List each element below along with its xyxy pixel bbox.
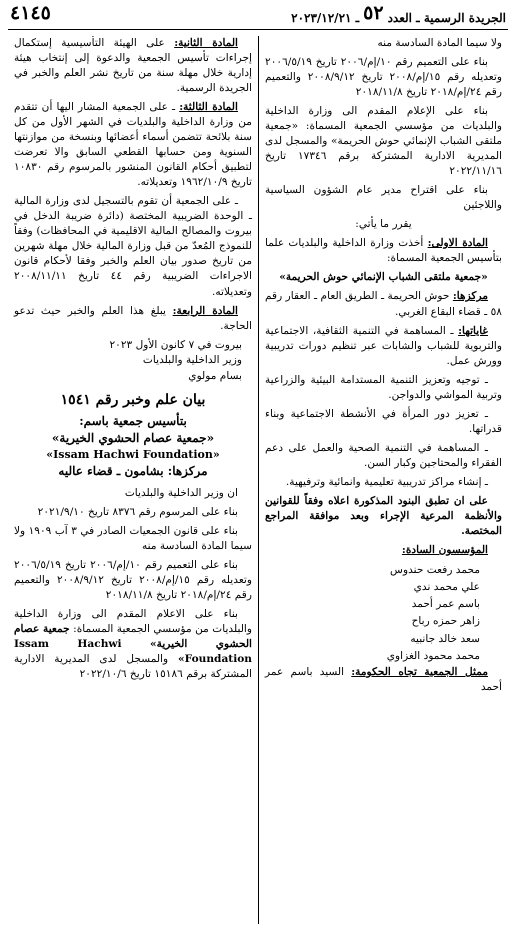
goal-text: ـ المساهمة في التنمية الثقافية، الاجتماعية والتربوية للشباب والشابات عبر تنظيم دورات تدريبية وورش عمل. [265, 324, 502, 367]
issue-number: ٥٢ [363, 2, 384, 25]
columns [8, 36, 508, 924]
issue-date: ـ ٢٠٢٣/١٢/٢١ [291, 10, 360, 25]
paragraph-text: بناء على الاعلام المقدم الى وزارة الداخلية والبلديات من مؤسسي الجمعية المسماة: [14, 608, 252, 636]
notice-subtitle: بتأسيس جمعية باسم: [79, 414, 187, 429]
article-label: المادة الرابعة: [172, 304, 238, 317]
paragraph: ان وزير الداخلية والبلديات [124, 486, 238, 499]
left-column [8, 36, 258, 924]
page-header [8, 2, 508, 30]
article-text: يبلغ هذا العلم والخبر حيث تدعو الحاجة. [14, 304, 252, 332]
goal-line: ـ توجيه وتعزيز التنمية المستدامة البيئية والزراعية وتربية المواشي والدواجن. [265, 373, 502, 401]
notice-english-name: «Issam Hachwi Foundation» [46, 448, 220, 462]
journal-title: الجريدة الرسمية ـ العدد [387, 10, 506, 25]
paragraph: بناء على المرسوم رقم ٨٣٧٦ تاريخ ٢٠٢١/٩/١٠ [37, 505, 238, 518]
hq-label: مركزها: [452, 290, 488, 303]
representative-label: ممثل الجمعية تجاه الحكومة: [351, 665, 488, 678]
founder-name: سعد خالد جانبيه [410, 632, 480, 645]
representative-line [265, 665, 502, 695]
founder-name: محمد رفعت حندوس [390, 563, 480, 576]
article-3 [14, 100, 252, 190]
paragraph: بناء على التعميم رقم ١٠/إم/٢٠٠٦ تاريخ ٢٠٠٦/٥/١٩ وتعديله رقم ١٥/إم/٢٠٠٨ تاريخ ٢٠٠٨/٩/١٢ والتعميم رقم ٢٤/إم/٢٠١٨ تاريخ ٢٠١٨/١١/٨ [265, 56, 502, 99]
hq-text: حوش الحريمة ـ الطريق العام ـ العقار رقم ٥٨ ـ قضاء البقاع الغربي. [265, 290, 502, 318]
goal-line [265, 324, 502, 369]
goal-line: ـ المساهمة في التنمية الصحية والعمل على دعم الفقراء والمحتاجين وكبار السن. [265, 441, 502, 469]
signature-block [14, 338, 252, 386]
article-text: أخذت وزارة الداخلية والبلديات علما بتأسيس الجمعية المسماة: [265, 237, 502, 265]
founder-name: علي محمد ندي [413, 581, 480, 594]
representative-name: السيد باسم عمر أحمد [265, 665, 502, 693]
article-4 [14, 304, 252, 334]
founders-label: المؤسسون السادة: [401, 543, 488, 556]
paragraph: بناء على الإعلام المقدم الى وزارة الداخلية والبلديات من مؤسسي الجمعية المسماة: «جمعية ملتقى الشباب الإنمائي حوش الحريمة» والمسجل لدى المديرية الادارية المشتركة برقم ١٧٣٤٦ تاريخ ٢٠٢٢/١١/١٦ [265, 105, 502, 178]
article-text: ـ على الجمعية المشار اليها أن تتقدم من وزارة الداخلية والبلديات في الشهر الأول من كل سنة بلائحة تتضمن أسماء أعضائها وبنسخة من موازنتها السنوية ومن حسابها القطعي السابق والا تعرضت لتطبيق أحكام القانون المنشور بالمرسوم رقم ١٠٨٣٠ تاريخ ١٩٦٢/١٠/٩ وتعديلاته. [14, 101, 252, 189]
signature-title: وزير الداخلية والبلديات [142, 354, 242, 367]
founder-name: باسم عمر أحمد [411, 598, 480, 611]
article-1 [265, 236, 502, 266]
notice-hq: مركزها: بشامون ـ قضاء عاليه [58, 463, 208, 478]
paragraph [14, 607, 252, 682]
founder-name: محمد محمود الغزاوي [386, 649, 480, 662]
paragraph: بناء على اقتراح مدير عام الشؤون السياسية واللاجئين [265, 184, 502, 212]
header-journal [291, 0, 506, 27]
founder-name: زاهر حمزه رباح [411, 615, 480, 628]
page-number: ٤١٤٥ [10, 2, 51, 25]
signature-date: بيروت في ٧ كانون الأول ٢٠٢٣ [109, 338, 242, 351]
goal-line: ـ تعزيز دور المرأة في الأنشطة الاجتماعية وبناء قدراتها. [265, 407, 502, 435]
article-2 [14, 36, 252, 96]
paragraph: بناء على قانون الجمعيات الصادر في ٣ آب ١٩٠٩ ولا سيما المادة السادسة منه [14, 524, 252, 552]
article-label: المادة الثالثة: [179, 101, 238, 114]
apply-clause: على ان تطبق البنود المذكورة اعلاه وفقاً للقوانين والأنظمة المرعية الإجراء وبعد موافقة المراجع المختصة. [265, 494, 502, 537]
article-text: على الهيئة التأسيسية إستكمال إجراءات تأسيس الجمعية والدعوة إلى إنتخاب هيئة إدارية خلال مهلة سنة من تاريخ نشر العلم والخبر في الجريدة الرسمية. [14, 37, 252, 95]
goals-label: غاياتها: [458, 324, 488, 337]
paragraph: ـ على الجمعية أن تقوم بالتسجيل لدى وزارة المالية ـ الوحدة الضريبية المختصة (دائرة ضريبة الدخل في بيروت والمصالح المالية الاقليمية في المحافظات) وفقاً للنموذج المُعدّ من قبل وزارة المالية خلال مهلة شهرين من تاريخ صدور بيان العلم والخبر وفقا لأحكام قانون الاجراءات الضريبية رقم ٤٤ تاريخ ٢٠٠٨/١١/١١ وتعديلاته. [14, 195, 252, 298]
article-label: المادة الاولى: [427, 237, 488, 250]
hq-line [265, 289, 502, 319]
paragraph-text: والمسجل لدى المديرية الادارية المشتركة برقم ١٥١٨٦ تاريخ ٢٠٢٢/١٠/٦ [14, 653, 252, 681]
association-name: «جمعية ملتقى الشباب الإنمائي حوش الحريمة» [279, 271, 488, 284]
signature-name: بسام مولوي [188, 370, 242, 383]
decides-line: يقرر ما يأتي: [355, 218, 412, 231]
notice-association-name: «جمعية عصام الحشوي الخيرية» [51, 431, 215, 446]
right-column [258, 36, 508, 924]
notice-title: بيان علم وخبر رقم ١٥٤١ [60, 392, 206, 409]
association-name: جمعية عصام الحشوي الخيرية» Issam Hachwi Foundation» [14, 623, 252, 666]
goal-line: ـ إنشاء مراكز تدريبية تعليمية وانمائية وترفيهية. [285, 475, 488, 488]
founders-list [265, 562, 502, 665]
paragraph: بناء على التعميم رقم ١٠/إم/٢٠٠٦ تاريخ ٢٠٠٦/٥/١٩ وتعديله رقم ١٥/إم/٢٠٠٨ تاريخ ٢٠٠٨/٩/١٢ والتعميم رقم ٢٤/إم/٢٠١٨ تاريخ ٢٠١٨/١١/٨ [14, 558, 252, 602]
paragraph: ولا سيما المادة السادسة منه [377, 37, 502, 49]
article-label: المادة الثانية: [174, 37, 238, 49]
